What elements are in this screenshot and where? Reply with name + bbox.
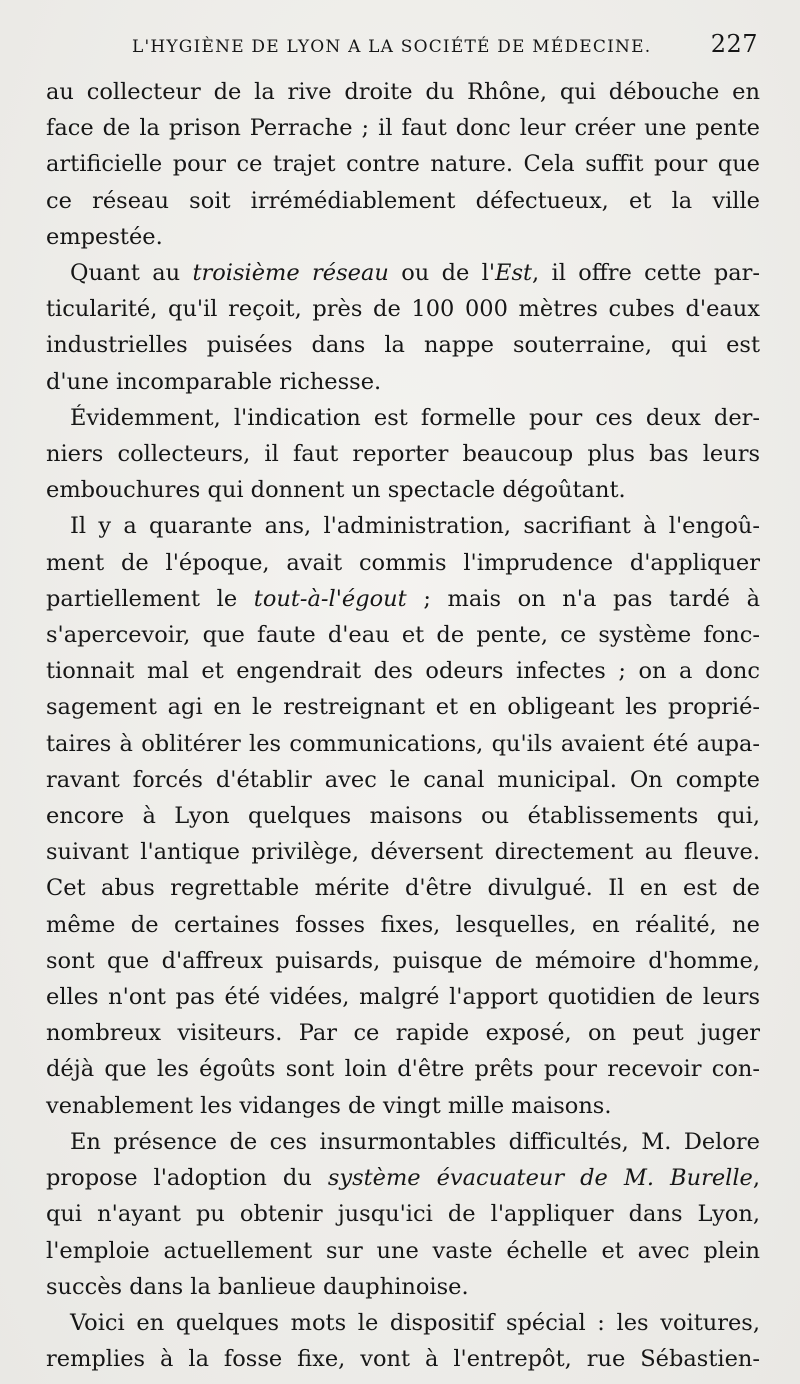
running-title: L'HYGIÈNE DE LYON A LA SOCIÉTÉ DE MÉDECINE. — [132, 37, 652, 57]
text-line: sont que d'affreux puisards, puisque de mémoire d'homme, — [46, 947, 760, 974]
text-line: En présence de ces insurmontables difficultés, M. Delore — [70, 1128, 760, 1155]
text-line: ravant forcés d'établir avec le canal municipal. On compte — [46, 766, 760, 793]
text-line: taires à oblitérer les communications, qu'ils avaient été aupa- — [46, 730, 760, 757]
text-line: d'une incomparable richesse. — [46, 368, 382, 395]
italic-text: troisième réseau — [192, 260, 389, 287]
running-head — [132, 30, 760, 74]
text-line: suivant l'antique privilège, déversent directement au fleuve. — [46, 839, 760, 866]
italic-text: système évacuateur de M. Burelle — [327, 1165, 753, 1192]
text-line: l'emploie actuellement sur une vaste échelle et avec plein — [46, 1237, 760, 1264]
text-line: ment de l'époque, avait commis l'imprudence d'appliquer — [46, 549, 760, 576]
text-line: artificielle pour ce trajet contre nature. Cela suffit pour que — [46, 151, 760, 178]
text-line: partiellement le tout-à-l'égout ; mais on n'a pas tardé à — [46, 585, 760, 612]
text-line: sagement agi en le restreignant et en obligeant les proprié- — [46, 694, 760, 721]
italic-text: Est — [495, 260, 533, 287]
text-line: ticularité, qu'il reçoit, près de 100 000 mètres cubes d'eaux — [46, 296, 760, 323]
text-line: tionnait mal et engendrait des odeurs infectes ; on a donc — [46, 658, 760, 685]
page-number: 227 — [710, 30, 758, 58]
text-line: nombreux visiteurs. Par ce rapide exposé, on peut juger — [46, 1020, 760, 1047]
text-line: venablement les vidanges de vingt mille maisons. — [46, 1092, 612, 1119]
text-line: industrielles puisées dans la nappe souterraine, qui est — [46, 332, 760, 359]
text-line: face de la prison Perrache ; il faut donc leur créer une pente — [46, 115, 760, 142]
text-line: qui n'ayant pu obtenir jusqu'ici de l'appliquer dans Lyon, — [46, 1201, 760, 1228]
text-line: empestée. — [46, 223, 163, 250]
text-line: embouchures qui donnent un spectacle dégoûtant. — [46, 477, 626, 504]
text-line: Quant au troisième réseau ou de l'Est, il offre cette par- — [70, 260, 760, 287]
body-text — [46, 74, 760, 1377]
text-line: elles n'ont pas été vidées, malgré l'apport quotidien de leurs — [46, 984, 760, 1011]
text-line: propose l'adoption du système évacuateur de M. Burelle, — [46, 1165, 761, 1192]
text-line: déjà que les égoûts sont loin d'être prêts pour recevoir con- — [46, 1056, 760, 1083]
text-line: même de certaines fosses fixes, lesquelles, en réalité, ne — [46, 911, 760, 938]
text-line: succès dans la banlieue dauphinoise. — [46, 1273, 469, 1300]
text-line: Cet abus regrettable mérite d'être divulgué. Il en est de — [46, 875, 760, 902]
text-line: Voici en quelques mots le dispositif spécial : les voitures, — [70, 1309, 760, 1336]
text-line: au collecteur de la rive droite du Rhône, qui débouche en — [46, 79, 760, 105]
text-line: remplies à la fosse fixe, vont à l'entrepôt, rue Sébastien- — [46, 1346, 760, 1373]
text-line: ce réseau soit irrémédiablement défectueux, et la ville — [46, 187, 760, 214]
text-line: Il y a quarante ans, l'administration, sacrifiant à l'engoû- — [70, 513, 760, 540]
italic-text: tout-à-l'égout — [253, 585, 407, 612]
text-line: Évidemment, l'indication est formelle pour ces deux der- — [70, 404, 760, 431]
text-line: encore à Lyon quelques maisons ou établissements qui, — [46, 803, 760, 830]
text-line: niers collecteurs, il faut reporter beaucoup plus bas leurs — [46, 441, 760, 468]
text-line: s'apercevoir, que faute d'eau et de pente, ce système fonc- — [46, 622, 760, 649]
